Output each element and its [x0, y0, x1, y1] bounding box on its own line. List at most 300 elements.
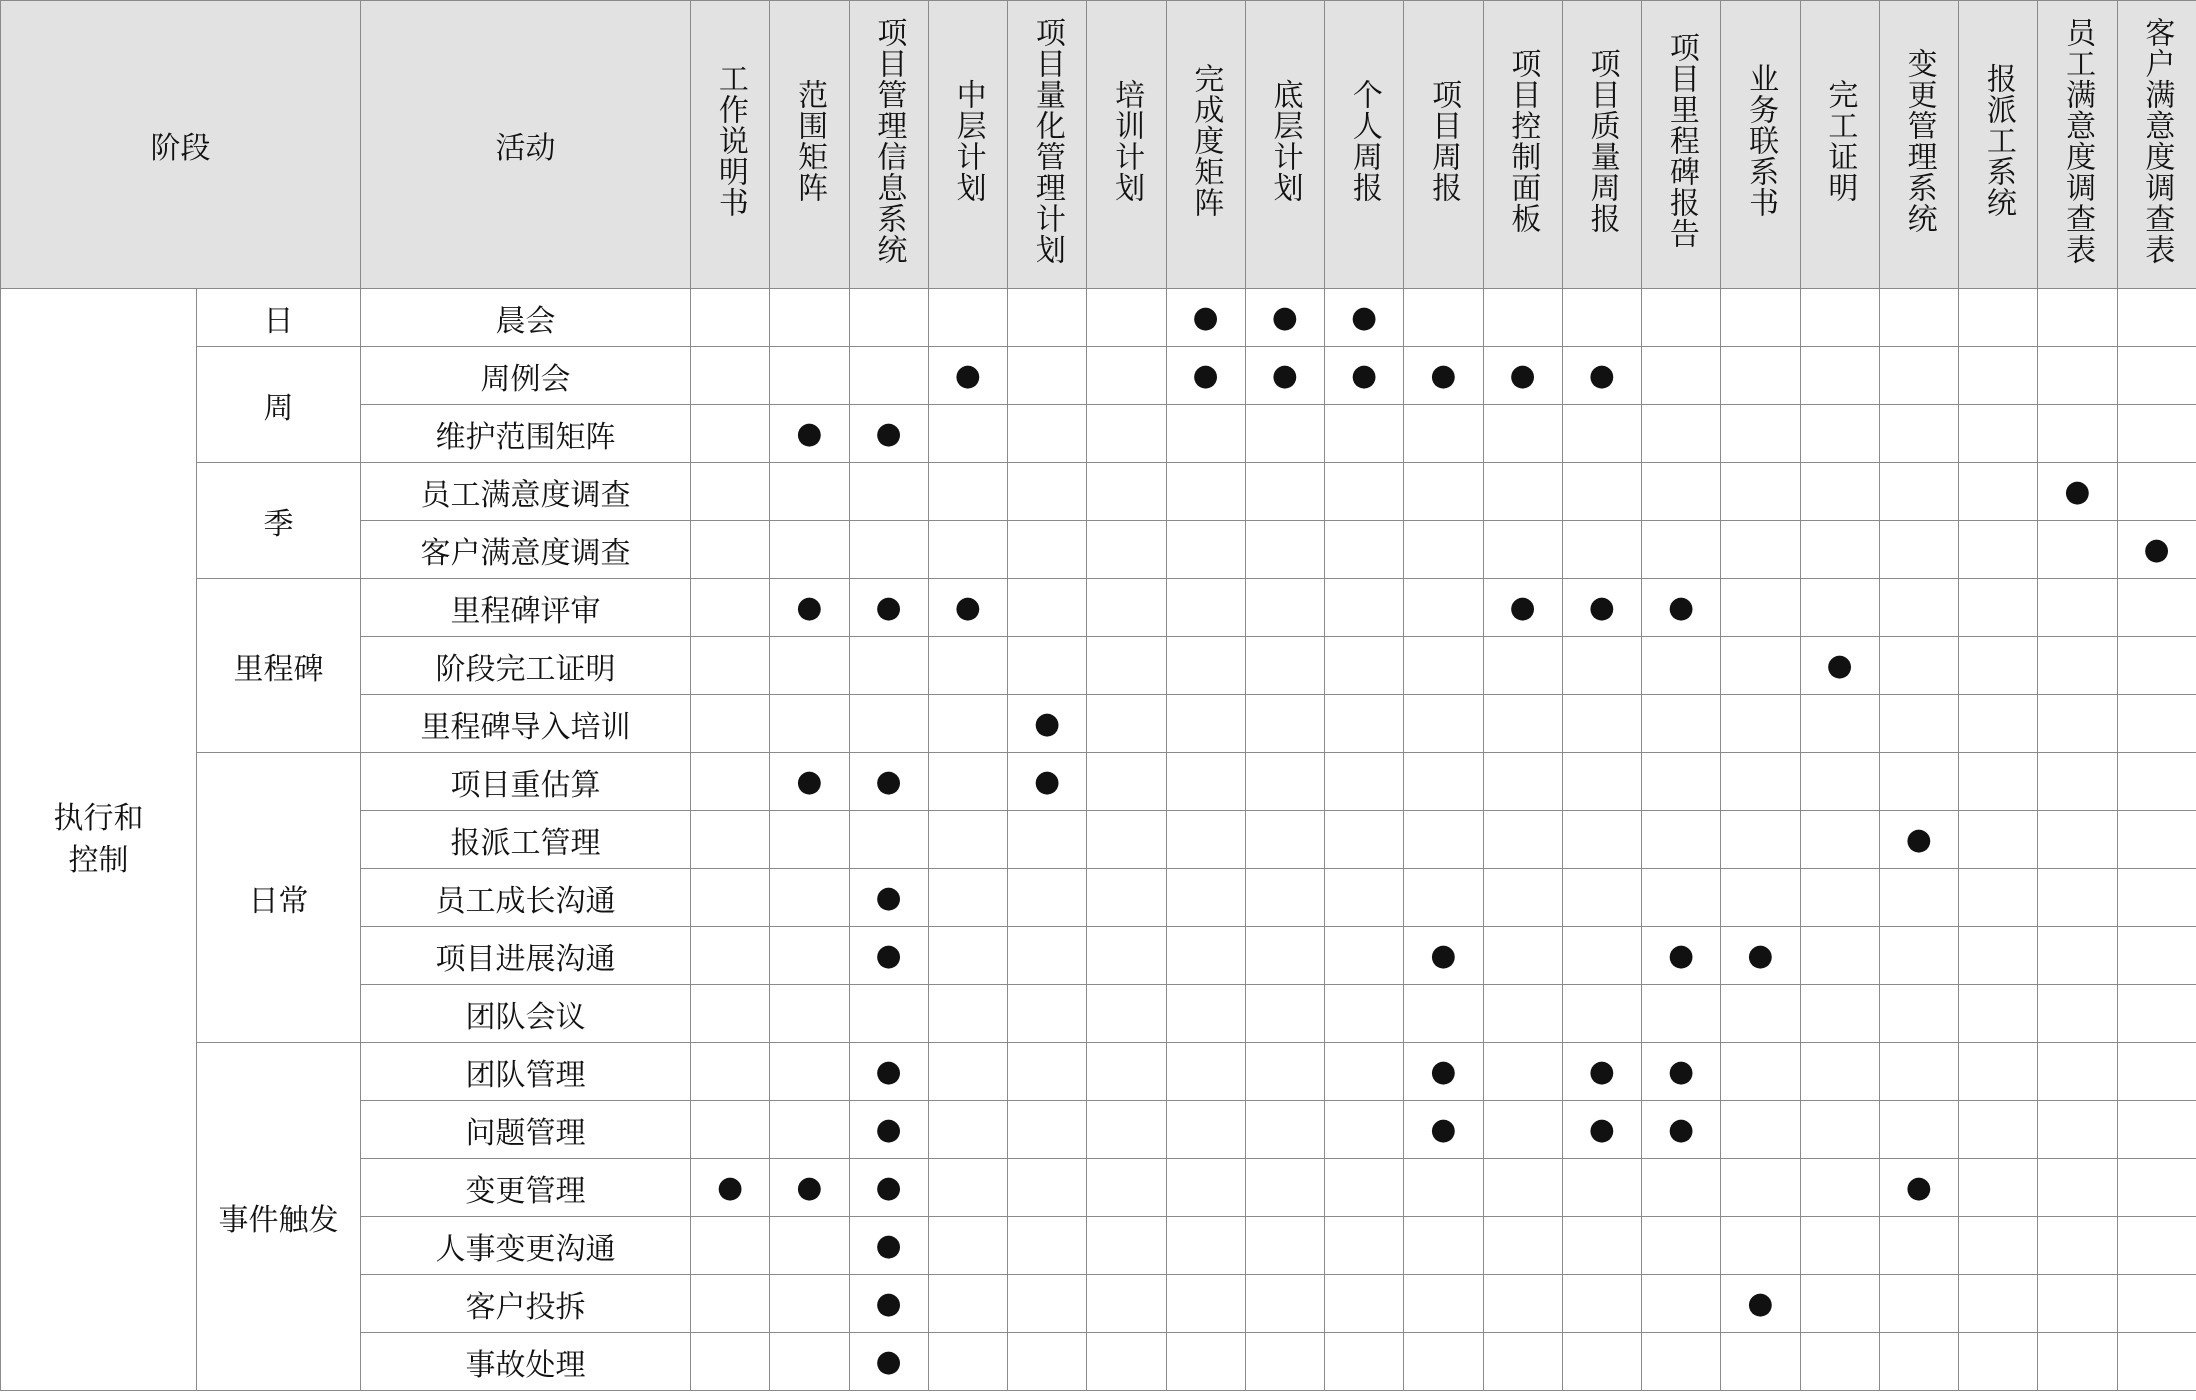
matrix-cell [2117, 753, 2196, 811]
matrix-cell [1959, 1043, 2038, 1101]
table-row [1, 463, 2196, 521]
matrix-cell [2117, 579, 2196, 637]
activity-cell: 事故处理 [361, 1333, 691, 1391]
matrix-cell [2038, 637, 2117, 695]
matrix-cell [1800, 1101, 1879, 1159]
matrix-cell [1404, 869, 1483, 927]
period-cell: 日 [197, 289, 361, 347]
column-header-label: 项目量化管理计划 [1029, 16, 1065, 265]
matrix-cell [1879, 869, 1958, 927]
phase-header: 阶段 [1, 1, 361, 289]
matrix-cell [691, 1101, 770, 1159]
matrix-cell [1879, 347, 1958, 405]
mark-dot: ● [849, 927, 928, 985]
matrix-cell [1245, 753, 1324, 811]
matrix-cell [1879, 463, 1958, 521]
matrix-cell [849, 347, 928, 405]
matrix-cell [1325, 927, 1404, 985]
matrix-cell [1562, 1159, 1641, 1217]
matrix-cell [1087, 289, 1166, 347]
matrix-cell [1404, 753, 1483, 811]
matrix-cell [1166, 579, 1245, 637]
matrix-cell [1483, 463, 1562, 521]
matrix-cell [1325, 579, 1404, 637]
matrix-cell [1245, 1043, 1324, 1101]
matrix-cell [928, 1275, 1007, 1333]
matrix-cell [928, 985, 1007, 1043]
matrix-cell [1008, 1275, 1087, 1333]
column-header [2117, 1, 2196, 289]
table-row [1, 1043, 2196, 1101]
matrix-cell [1800, 579, 1879, 637]
matrix-cell [1087, 463, 1166, 521]
matrix-cell [1959, 347, 2038, 405]
activity-cell: 问题管理 [361, 1101, 691, 1159]
matrix-cell [2117, 811, 2196, 869]
matrix-cell [1642, 1159, 1721, 1217]
matrix-cell [2038, 753, 2117, 811]
matrix-cell [2117, 1159, 2196, 1217]
matrix-cell [2038, 1217, 2117, 1275]
matrix-cell [1087, 1159, 1166, 1217]
matrix-cell [770, 1217, 849, 1275]
matrix-cell [1166, 753, 1245, 811]
mark-dot: ● [849, 1275, 928, 1333]
matrix-cell [928, 869, 1007, 927]
matrix-cell [1325, 1217, 1404, 1275]
matrix-cell [2117, 637, 2196, 695]
matrix-cell [1879, 521, 1958, 579]
matrix-cell [1325, 1043, 1404, 1101]
mark-dot: ● [849, 1333, 928, 1391]
mark-dot: ● [1325, 347, 1404, 405]
matrix-cell [2117, 1217, 2196, 1275]
column-header-label: 中层计划 [950, 78, 986, 203]
column-header-label: 报派工系统 [1980, 63, 2016, 218]
matrix-cell [928, 637, 1007, 695]
period-cell: 里程碑 [197, 579, 361, 753]
matrix-cell [1562, 405, 1641, 463]
matrix-cell [1483, 869, 1562, 927]
matrix-cell [1483, 753, 1562, 811]
matrix-cell [1166, 811, 1245, 869]
matrix-cell [1721, 1217, 1800, 1275]
matrix-cell [1245, 695, 1324, 753]
matrix-cell [1008, 579, 1087, 637]
mark-dot: ● [1008, 695, 1087, 753]
matrix-cell [1959, 1275, 2038, 1333]
matrix-cell [1166, 463, 1245, 521]
matrix-cell [2038, 811, 2117, 869]
mark-dot: ● [1562, 347, 1641, 405]
mark-dot: ● [1483, 347, 1562, 405]
matrix-cell [1087, 869, 1166, 927]
activity-cell: 项目重估算 [361, 753, 691, 811]
mark-dot: ● [1166, 347, 1245, 405]
matrix-cell [2038, 1275, 2117, 1333]
matrix-cell [928, 405, 1007, 463]
matrix-cell [1087, 579, 1166, 637]
mark-dot: ● [691, 1159, 770, 1217]
mark-dot: ● [1245, 347, 1324, 405]
matrix-cell [1959, 1101, 2038, 1159]
matrix-cell [1166, 695, 1245, 753]
matrix-cell [1959, 579, 2038, 637]
matrix-cell [1800, 985, 1879, 1043]
matrix-cell [1087, 1101, 1166, 1159]
matrix-cell [1800, 811, 1879, 869]
mark-dot: ● [1879, 1159, 1958, 1217]
matrix-cell [1087, 1043, 1166, 1101]
matrix-cell [1325, 1101, 1404, 1159]
column-header [770, 1, 849, 289]
matrix-cell [1800, 463, 1879, 521]
matrix-cell [1879, 1333, 1958, 1391]
matrix-cell [1959, 637, 2038, 695]
matrix-cell [1483, 811, 1562, 869]
matrix-cell [1166, 637, 1245, 695]
matrix-cell [849, 463, 928, 521]
mark-dot: ● [1245, 289, 1324, 347]
column-header [1721, 1, 1800, 289]
matrix-cell [1166, 985, 1245, 1043]
matrix-cell [1800, 289, 1879, 347]
matrix-cell [1642, 811, 1721, 869]
matrix-cell [691, 1333, 770, 1391]
matrix-cell [928, 1101, 1007, 1159]
activity-cell: 客户满意度调查 [361, 521, 691, 579]
matrix-cell [1800, 1333, 1879, 1391]
mark-dot: ● [1404, 927, 1483, 985]
matrix-cell [849, 521, 928, 579]
matrix-cell [1642, 405, 1721, 463]
matrix-cell [1959, 811, 2038, 869]
matrix-cell [1166, 927, 1245, 985]
table-row [1, 347, 2196, 405]
matrix-cell [1483, 1275, 1562, 1333]
matrix-cell [1245, 985, 1324, 1043]
matrix-cell [770, 463, 849, 521]
column-header-label: 项目管理信息系统 [871, 16, 907, 265]
column-header [928, 1, 1007, 289]
mark-dot: ● [1879, 811, 1958, 869]
matrix-cell [1959, 1217, 2038, 1275]
matrix-cell [1087, 927, 1166, 985]
matrix-cell [1721, 579, 1800, 637]
matrix-cell [2117, 869, 2196, 927]
matrix-cell [1879, 927, 1958, 985]
matrix-cell [1166, 1275, 1245, 1333]
matrix-cell [928, 695, 1007, 753]
column-header [691, 1, 770, 289]
matrix-cell [1642, 521, 1721, 579]
matrix-cell [1245, 869, 1324, 927]
matrix-cell [2117, 985, 2196, 1043]
matrix-cell [2117, 1043, 2196, 1101]
matrix-cell [1800, 405, 1879, 463]
matrix-cell [1087, 753, 1166, 811]
period-cell: 日常 [197, 753, 361, 1043]
matrix-cell [1562, 1275, 1641, 1333]
matrix-cell [1404, 521, 1483, 579]
matrix-cell [1879, 579, 1958, 637]
matrix-cell [2038, 927, 2117, 985]
matrix-cell [2038, 347, 2117, 405]
column-header-label: 完成度矩阵 [1188, 63, 1224, 218]
activity-cell: 里程碑导入培训 [361, 695, 691, 753]
matrix-cell [1721, 405, 1800, 463]
matrix-cell [1721, 985, 1800, 1043]
matrix-cell [691, 869, 770, 927]
matrix-cell [1642, 637, 1721, 695]
matrix-cell [1800, 521, 1879, 579]
matrix-cell [928, 463, 1007, 521]
matrix-cell [1404, 1159, 1483, 1217]
matrix-cell [1087, 521, 1166, 579]
phase-cell: 执行和 控制 [1, 289, 197, 1391]
column-header [1800, 1, 1879, 289]
matrix-cell [1245, 463, 1324, 521]
matrix-cell [1166, 405, 1245, 463]
column-header-label: 客户满意度调查表 [2139, 16, 2175, 265]
matrix-cell [1325, 463, 1404, 521]
activity-cell: 晨会 [361, 289, 691, 347]
matrix-cell [1721, 753, 1800, 811]
column-header-label: 底层计划 [1267, 78, 1303, 203]
column-header [2038, 1, 2117, 289]
mark-dot: ● [1800, 637, 1879, 695]
matrix-cell [691, 637, 770, 695]
matrix-cell [1008, 289, 1087, 347]
matrix-cell [2117, 405, 2196, 463]
mark-dot: ● [1562, 1101, 1641, 1159]
activity-cell: 里程碑评审 [361, 579, 691, 637]
matrix-cell [2038, 1043, 2117, 1101]
matrix-cell [1087, 347, 1166, 405]
matrix-cell [770, 1333, 849, 1391]
header-row [1, 1, 2196, 289]
matrix-cell [1008, 869, 1087, 927]
matrix-cell [1562, 695, 1641, 753]
mark-dot: ● [928, 579, 1007, 637]
matrix-cell [1166, 869, 1245, 927]
matrix-cell [1959, 1333, 2038, 1391]
matrix-cell [2038, 1333, 2117, 1391]
mark-dot: ● [1642, 1043, 1721, 1101]
column-header-label: 员工满意度调查表 [2060, 16, 2096, 265]
matrix-cell [1959, 521, 2038, 579]
matrix-cell [1800, 927, 1879, 985]
matrix-cell [849, 289, 928, 347]
matrix-cell [1562, 1217, 1641, 1275]
matrix-cell [770, 1275, 849, 1333]
matrix-cell [2038, 405, 2117, 463]
matrix-cell [770, 637, 849, 695]
mark-dot: ● [1562, 1043, 1641, 1101]
activity-cell: 员工满意度调查 [361, 463, 691, 521]
matrix-cell [1483, 1333, 1562, 1391]
column-header-label: 业务联系书 [1743, 63, 1779, 218]
activity-cell: 员工成长沟通 [361, 869, 691, 927]
matrix-cell [1879, 637, 1958, 695]
matrix-cell [1642, 1275, 1721, 1333]
matrix-cell [1721, 637, 1800, 695]
matrix-cell [1721, 521, 1800, 579]
activity-cell: 项目进展沟通 [361, 927, 691, 985]
matrix-cell [691, 985, 770, 1043]
matrix-cell [1325, 869, 1404, 927]
matrix-cell [691, 463, 770, 521]
matrix-cell [691, 289, 770, 347]
mark-dot: ● [1483, 579, 1562, 637]
matrix-cell [1245, 1159, 1324, 1217]
mark-dot: ● [770, 753, 849, 811]
matrix-cell [928, 1043, 1007, 1101]
mark-dot: ● [849, 869, 928, 927]
matrix-cell [770, 985, 849, 1043]
period-cell: 事件触发 [197, 1043, 361, 1391]
matrix-cell [1008, 347, 1087, 405]
mark-dot: ● [1404, 1043, 1483, 1101]
mark-dot: ● [849, 1043, 928, 1101]
matrix-cell [1245, 521, 1324, 579]
mark-dot: ● [1721, 927, 1800, 985]
matrix-cell [849, 637, 928, 695]
matrix-cell [928, 811, 1007, 869]
matrix-cell [1245, 405, 1324, 463]
matrix-cell [1008, 1217, 1087, 1275]
matrix-cell [1325, 1333, 1404, 1391]
column-header [1087, 1, 1166, 289]
matrix-cell [1404, 985, 1483, 1043]
matrix-cell [1404, 695, 1483, 753]
column-header [1483, 1, 1562, 289]
mark-dot: ● [849, 405, 928, 463]
matrix-cell [1483, 1217, 1562, 1275]
matrix-cell [1721, 1101, 1800, 1159]
matrix-cell [1483, 927, 1562, 985]
activity-cell: 客户投拆 [361, 1275, 691, 1333]
activity-cell: 维护范围矩阵 [361, 405, 691, 463]
matrix-cell [1404, 1217, 1483, 1275]
matrix-cell [1879, 1217, 1958, 1275]
matrix-cell [1642, 985, 1721, 1043]
matrix-cell [1721, 1333, 1800, 1391]
matrix-cell [1166, 1217, 1245, 1275]
matrix-cell [2117, 695, 2196, 753]
matrix-cell [1008, 405, 1087, 463]
matrix-cell [928, 927, 1007, 985]
matrix-cell [1483, 1101, 1562, 1159]
column-header [1642, 1, 1721, 289]
activity-cell: 报派工管理 [361, 811, 691, 869]
column-header-label: 完工证明 [1822, 78, 1858, 203]
matrix-cell [1642, 695, 1721, 753]
matrix-cell [2038, 289, 2117, 347]
matrix-cell [1008, 927, 1087, 985]
matrix-cell [691, 927, 770, 985]
column-header [1008, 1, 1087, 289]
matrix-cell [1325, 1275, 1404, 1333]
matrix-cell [1959, 289, 2038, 347]
matrix-cell [1721, 869, 1800, 927]
matrix-cell [1562, 927, 1641, 985]
matrix-cell [1483, 405, 1562, 463]
column-header [1879, 1, 1958, 289]
matrix-cell [1087, 695, 1166, 753]
column-header-label: 个人周报 [1346, 78, 1382, 203]
mark-dot: ● [770, 579, 849, 637]
matrix-cell [1879, 753, 1958, 811]
matrix-cell [2038, 695, 2117, 753]
matrix-cell [691, 1275, 770, 1333]
matrix-cell [691, 579, 770, 637]
activity-cell: 团队会议 [361, 985, 691, 1043]
matrix-cell [1800, 347, 1879, 405]
matrix-cell [1483, 695, 1562, 753]
matrix-cell [2038, 1101, 2117, 1159]
activity-cell: 人事变更沟通 [361, 1217, 691, 1275]
matrix-cell [1483, 1043, 1562, 1101]
matrix-cell [1245, 811, 1324, 869]
matrix-cell [1404, 463, 1483, 521]
matrix-cell [849, 985, 928, 1043]
mark-dot: ● [1404, 1101, 1483, 1159]
matrix-cell [1325, 985, 1404, 1043]
matrix-cell [1008, 985, 1087, 1043]
matrix-cell [1087, 405, 1166, 463]
matrix-cell [691, 1217, 770, 1275]
matrix-cell [1008, 463, 1087, 521]
matrix-cell [1245, 1275, 1324, 1333]
matrix-cell [1562, 289, 1641, 347]
matrix-cell [1483, 985, 1562, 1043]
matrix-cell [2038, 869, 2117, 927]
matrix-cell [1959, 985, 2038, 1043]
matrix-cell [1245, 1217, 1324, 1275]
matrix-cell [928, 289, 1007, 347]
matrix-cell [1166, 1043, 1245, 1101]
matrix-cell [1008, 811, 1087, 869]
matrix-cell [2038, 1159, 2117, 1217]
mark-dot: ● [1008, 753, 1087, 811]
matrix-cell [1562, 521, 1641, 579]
matrix-cell [928, 753, 1007, 811]
matrix-cell [1642, 347, 1721, 405]
matrix-cell [770, 521, 849, 579]
matrix-cell [1087, 1333, 1166, 1391]
matrix-cell [1879, 695, 1958, 753]
matrix-cell [1562, 811, 1641, 869]
column-header [1166, 1, 1245, 289]
mark-dot: ● [1166, 289, 1245, 347]
matrix-cell [2038, 521, 2117, 579]
matrix-cell [1959, 1159, 2038, 1217]
matrix-cell [691, 405, 770, 463]
matrix-cell [2117, 347, 2196, 405]
matrix-cell [1642, 869, 1721, 927]
matrix-cell [1404, 579, 1483, 637]
matrix-body [1, 289, 2196, 1391]
matrix-cell [1325, 1159, 1404, 1217]
matrix-cell [770, 695, 849, 753]
matrix-cell [2117, 463, 2196, 521]
matrix-cell [1325, 811, 1404, 869]
matrix-cell [1959, 463, 2038, 521]
mark-dot: ● [849, 579, 928, 637]
matrix-cell [1562, 753, 1641, 811]
activity-cell: 阶段完工证明 [361, 637, 691, 695]
